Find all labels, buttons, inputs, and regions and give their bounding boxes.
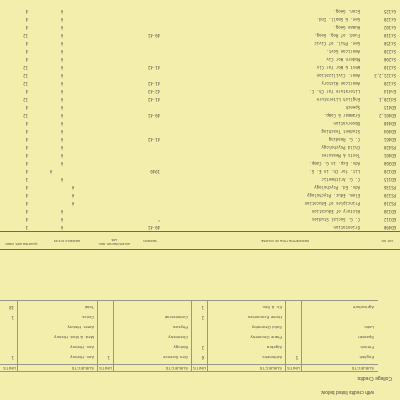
course-title: History of Education <box>311 209 360 214</box>
credit-units: 1 <box>11 315 14 320</box>
course-grade: A <box>60 49 64 54</box>
course-grade: A <box>60 177 64 182</box>
course-grade: A <box>60 33 64 38</box>
course-title: Tests & Measures <box>321 153 360 158</box>
credit-subject: Solid Geometry <box>251 325 282 330</box>
course-cat-no: ED360 <box>383 161 396 166</box>
course-cat-no: Ss210 <box>383 65 396 70</box>
course-grade: A <box>60 57 64 62</box>
course-cat-no: Ed120,1 <box>379 97 396 102</box>
table-row <box>0 88 400 95</box>
course-grade: A <box>49 169 53 174</box>
course-cat-no: Ss220 <box>383 49 396 54</box>
course-credit: 4 <box>25 145 28 150</box>
credit-subject: Amer. History <box>67 325 94 330</box>
col-session: SESSION <box>143 239 157 243</box>
col-cat-no: CAT. NO. <box>380 239 394 243</box>
course-title: Fund. of Reg. Geog. <box>314 33 360 38</box>
course-cat-no: Ss121,2,3 <box>374 73 396 78</box>
course-grade: A <box>60 81 64 86</box>
course-cat-no: ED401,2 <box>379 113 396 118</box>
course-session: 41-42 <box>147 81 160 86</box>
course-session: 41-42 <box>147 137 160 142</box>
table-row <box>0 200 400 207</box>
course-credit: 4 <box>25 129 28 134</box>
course-credit: 4 <box>25 193 28 198</box>
credits-col-units-4: UNITS <box>3 366 16 371</box>
table-row <box>0 72 400 79</box>
course-credit: 4 <box>25 17 28 22</box>
course-title: C. G. Social Studies <box>311 217 360 222</box>
course-cat-no: ED448 <box>383 121 396 126</box>
credit-subject: Total <box>84 305 94 310</box>
course-credit: 4 <box>25 49 28 54</box>
credits-col-subjects-2: SUBJECTS <box>259 366 282 371</box>
credit-subject: Civics <box>82 315 94 320</box>
course-cat-no: ED401 <box>383 153 396 158</box>
credit-units: 18 <box>9 305 14 310</box>
credit-units: 1 <box>107 355 110 360</box>
course-cat-no: PS210 <box>383 201 396 206</box>
course-cat-no: En414 <box>383 89 396 94</box>
course-title: West & Wor for Civ <box>316 65 360 70</box>
course-title: Speech <box>345 105 360 110</box>
col-grades: GRADES F M S SS <box>53 239 81 243</box>
credit-subject: Anc. History <box>70 345 94 350</box>
table-row <box>0 40 400 47</box>
course-grade: A <box>60 97 64 102</box>
course-credit: 4 <box>25 217 28 222</box>
credit-subject: Algebra <box>266 345 282 350</box>
credit-subject: French <box>360 345 374 350</box>
course-title: Gen. Phil. of Civic <box>314 41 360 46</box>
course-cat-no: PS420 <box>383 145 396 150</box>
table-row <box>0 208 400 215</box>
course-table-header <box>0 231 400 250</box>
credit-subject: Arithmetic <box>262 355 282 360</box>
course-grade: A <box>60 225 64 230</box>
course-title: Econ. Geog. <box>333 9 360 14</box>
credits-col-units-3: UNITS <box>99 366 112 371</box>
credits-col-subjects-3: SUBJECTS <box>165 366 188 371</box>
course-cat-no: PS136 <box>383 185 396 190</box>
course-title: Elem. Educ. Psychology <box>307 193 360 198</box>
course-cat-no: ED461 <box>383 137 396 142</box>
credit-subject: Home Economics <box>247 315 282 320</box>
course-title: Adv. Exp. in G. Comp. <box>309 161 360 166</box>
col-hours-per-wk: HOURS PER WK. REC. LAB. <box>97 238 131 246</box>
course-cat-no: ED130 <box>383 209 396 214</box>
course-title: Grammar & Comp. <box>323 113 360 118</box>
course-session: 40-41 <box>147 113 160 118</box>
credit-subject: Ex. & Sec. <box>261 305 282 310</box>
table-row <box>0 120 400 127</box>
course-credit: 12 <box>23 33 28 38</box>
table-row <box>0 80 400 87</box>
course-title: Adv. Ed. Psychology <box>314 185 360 190</box>
course-credit: 12 <box>23 65 28 70</box>
credit-subject: Gen Science <box>162 355 188 360</box>
course-grade: A <box>60 161 64 166</box>
credit-subject: Physics <box>172 325 188 330</box>
course-cat-no: PS120 <box>383 193 396 198</box>
course-credit: 12 <box>23 97 28 102</box>
course-credit: 12 <box>23 73 28 78</box>
course-grade: A <box>60 9 64 14</box>
course-grade: A <box>60 153 64 158</box>
course-cat-no: ED404 <box>383 129 396 134</box>
course-grade: A <box>60 25 64 30</box>
course-grade: A <box>60 145 64 150</box>
table-row <box>0 16 400 23</box>
table-row <box>0 56 400 63</box>
course-credit: 4 <box>25 169 28 174</box>
table-row <box>0 64 400 71</box>
course-title: Lit. for Ch. in E. G. <box>309 169 360 174</box>
course-title: English Literature <box>316 97 360 102</box>
course-grade: A <box>60 137 64 142</box>
credit-units: 5 <box>295 355 298 360</box>
table-row <box>0 104 400 111</box>
table-row <box>0 160 400 167</box>
course-session: 41-42 <box>147 65 160 70</box>
credit-subject: Biology <box>173 345 188 350</box>
course-grade: A <box>60 89 64 94</box>
course-cat-no: ED115 <box>383 177 396 182</box>
course-credit: 4 <box>25 137 28 142</box>
course-grade: A <box>60 121 64 126</box>
course-title: American History <box>321 81 360 86</box>
course-title: Principles of Education <box>304 201 360 206</box>
course-credit: 4 <box>25 209 28 214</box>
table-row <box>0 216 400 223</box>
course-session: 40-41 <box>147 225 160 230</box>
course-credit: 4 <box>25 121 28 126</box>
course-credit: 4 <box>25 25 28 30</box>
table-row <box>0 112 400 119</box>
credits-col-subjects-4: SUBJECTS <box>71 366 94 371</box>
course-credit: 12 <box>23 113 28 118</box>
table-row <box>0 136 400 143</box>
course-credit: 4 <box>25 105 28 110</box>
course-cat-no: Ss110 <box>383 33 396 38</box>
credit-units: 1 <box>11 355 14 360</box>
course-session: " <box>157 217 160 222</box>
course-credit: 4 <box>25 9 28 14</box>
course-title: Observation <box>333 121 360 126</box>
course-title: C. G. Reading <box>328 137 360 142</box>
course-grade: A <box>60 73 64 78</box>
table-row <box>0 176 400 183</box>
course-title: Amer. Civilization <box>316 73 360 78</box>
course-session: 1940 <box>150 169 160 174</box>
course-session: 40-41 <box>147 33 160 38</box>
course-session: 41-42 <box>147 97 160 102</box>
course-title: Gen. & Small. Ind. <box>316 17 360 22</box>
course-title: C. G. Arithmetic <box>321 177 360 182</box>
course-grade: A <box>60 217 64 222</box>
table-row <box>0 48 400 55</box>
course-credit: 4 <box>25 89 28 94</box>
course-credit: 4 <box>25 153 28 158</box>
course-grade: A <box>60 113 64 118</box>
credit-subject: Anc. History <box>70 355 94 360</box>
course-grade: A <box>60 17 64 22</box>
credits-col-units-2: UNITS <box>193 366 206 371</box>
course-credit: 3 <box>25 177 28 182</box>
course-cat-no: ED415 <box>383 105 396 110</box>
table-row <box>0 168 400 175</box>
course-title: Human Geog. <box>333 25 360 30</box>
course-grade: A <box>60 129 64 134</box>
course-title: Orientation <box>333 225 360 230</box>
course-title: Literature for Ch. C. <box>309 89 360 94</box>
course-cat-no: Ss200 <box>383 57 396 62</box>
table-row <box>0 96 400 103</box>
credits-col-subjects-1: SUBJECTS <box>351 366 374 371</box>
credits-table <box>0 301 378 372</box>
table-row <box>0 144 400 151</box>
credit-subject: Med. & Mod. History <box>53 335 94 340</box>
header-note: with credits listed below. <box>320 389 374 395</box>
course-cat-no: Ss120 <box>383 81 396 86</box>
course-cat-no: Gs120 <box>383 17 396 22</box>
course-cat-no: Gs102 <box>383 25 396 30</box>
course-cat-no: ED120 <box>383 169 396 174</box>
table-row <box>0 184 400 191</box>
course-grade: A <box>71 185 75 190</box>
course-cat-no: ED490 <box>383 225 396 230</box>
credits-title: College Credits: <box>356 375 392 381</box>
course-cat-no: ED112 <box>383 217 396 222</box>
course-grade: A <box>60 65 64 70</box>
course-credit: 4 <box>25 161 28 166</box>
course-cat-no: Ss150 <box>383 41 396 46</box>
table-row <box>0 192 400 199</box>
credit-subject: Plane Geometry <box>250 335 282 340</box>
credit-units: 2 <box>201 315 204 320</box>
course-session: 42-43 <box>147 89 160 94</box>
course-grade: A <box>71 201 75 206</box>
credit-subject: Agriculture <box>352 305 374 310</box>
course-credit: 4 <box>25 41 28 46</box>
credit-subject: Commercial <box>164 315 188 320</box>
credit-units: 6 <box>201 355 204 360</box>
table-row <box>0 152 400 159</box>
course-grade: A <box>71 193 75 198</box>
course-credit: 4 <box>25 185 28 190</box>
course-credit: 4 <box>25 57 28 62</box>
table-row <box>0 24 400 31</box>
course-credit: 12 <box>23 81 28 86</box>
course-grade: A <box>60 41 64 46</box>
credit-subject: English <box>359 355 374 360</box>
credit-subject: Chemistry <box>168 335 188 340</box>
credit-subject: Spanish <box>358 335 374 340</box>
table-row <box>0 224 400 231</box>
col-quarter-hrs: QUARTER HRS. CRED. <box>4 242 38 246</box>
table-row <box>0 32 400 39</box>
credit-units: 2 <box>201 345 204 350</box>
course-grade: A <box>60 209 64 214</box>
table-row <box>0 8 400 15</box>
course-title: Child Psychology <box>321 145 360 150</box>
credits-col-units-1: UNITS <box>287 366 300 371</box>
credit-units: 1 <box>201 305 204 310</box>
course-grade: A <box>60 105 64 110</box>
course-credit: 3 <box>25 225 28 230</box>
course-credit: 4 <box>25 201 28 206</box>
credit-subject: Latin <box>364 325 374 330</box>
course-title: Student Teaching <box>321 129 360 134</box>
table-row <box>0 128 400 135</box>
course-title: American Govt. <box>326 49 360 54</box>
col-title: DESCRIPTIVE TITLE OF COURSE <box>261 239 309 243</box>
course-title: Modern Hor Civ <box>326 57 360 62</box>
course-cat-no: Gs125 <box>383 9 396 14</box>
